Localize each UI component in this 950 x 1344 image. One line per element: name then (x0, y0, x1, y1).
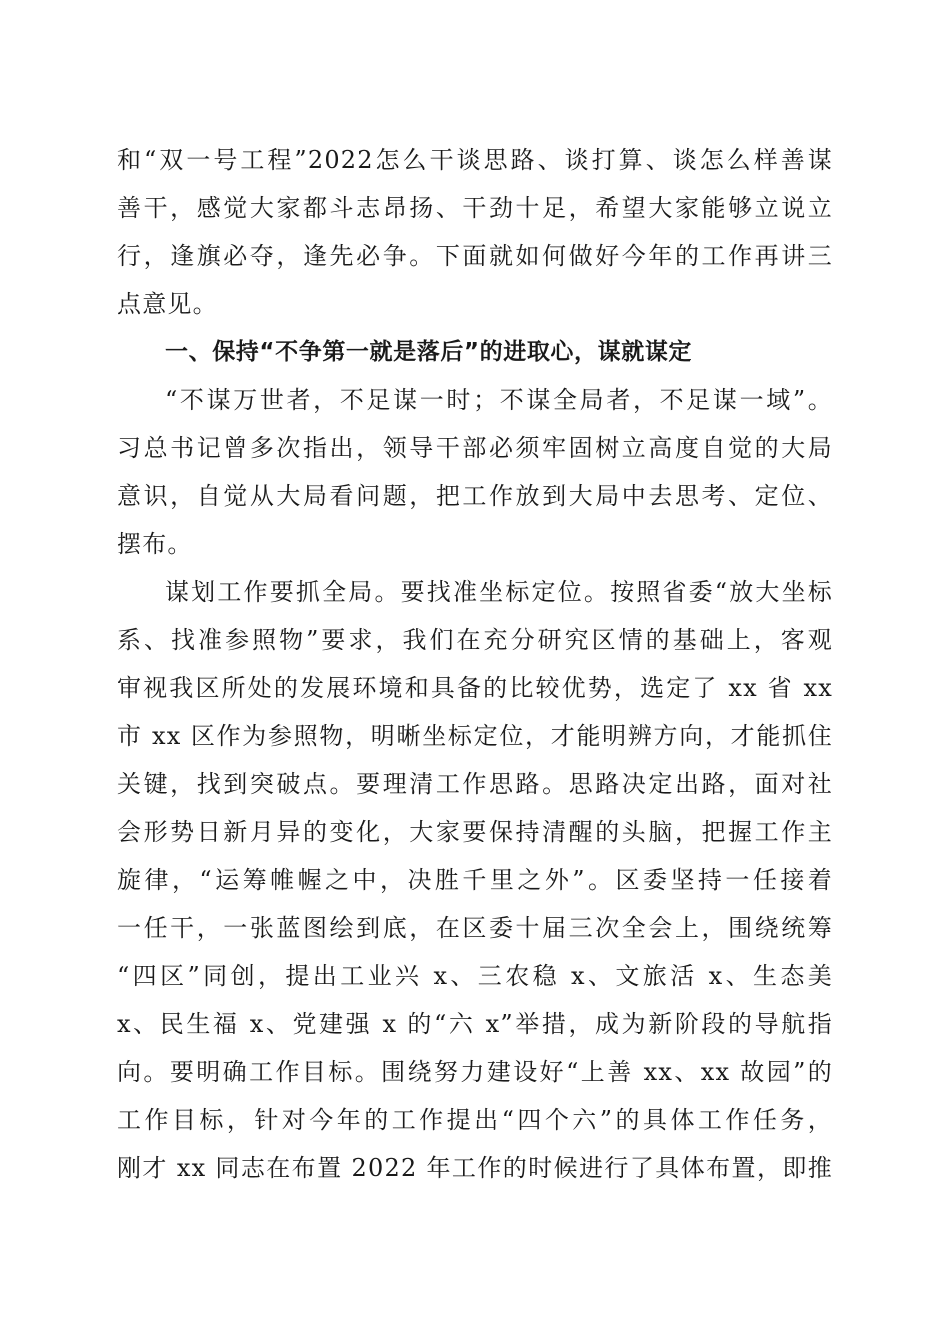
text-line: 善干，感觉大家都斗志昂扬、干劲十足，希望大家能够立说立 (117, 194, 833, 222)
text-line: 市 xx 区作为参照物，明晰坐标定位，才能明辨方向，才能抓住 (117, 722, 833, 750)
text-line: 向。要明确工作目标。围绕努力建设好“上善 xx、xx 故园”的 (117, 1058, 833, 1086)
text-line: 审视我区所处的发展环境和具备的比较优势，选定了 xx 省 xx (117, 674, 833, 702)
text-line: 意识，自觉从大局看问题，把工作放到大局中去思考、定位、 (117, 482, 833, 510)
text-line: 摆布。 (117, 530, 193, 558)
text-line: 旋律，“运筹帷幄之中，决胜千里之外”。区委坚持一任接着 (117, 866, 833, 894)
paragraph-quote (117, 376, 833, 568)
text-line: 点意见。 (117, 290, 218, 318)
text-line: 和“双一号工程”2022怎么干谈思路、谈打算、谈怎么样善谋 (117, 146, 833, 174)
text-line: 系、找准参照物”要求，我们在充分研究区情的基础上，客观 (117, 626, 833, 654)
paragraph-planning (117, 568, 833, 1192)
text-line: 行，逢旗必夺，逢先必争。下面就如何做好今年的工作再讲三 (117, 242, 833, 270)
text-line: 工作目标，针对今年的工作提出“四个六”的具体工作任务， (117, 1106, 833, 1134)
text-line: “四区”同创，提出工业兴 x、三农稳 x、文旅活 x、生态美 (117, 962, 833, 990)
paragraph-intro (117, 136, 833, 328)
document-body (117, 136, 833, 1192)
text-line: 关键，找到突破点。要理清工作思路。思路决定出路，面对社 (117, 770, 833, 798)
text-line: 一任干，一张蓝图绘到底，在区委十届三次全会上，围绕统筹 (117, 914, 833, 942)
section-heading: 一、保持“不争第一就是落后”的进取心，谋就谋定 (165, 339, 693, 365)
text-line: x、民生福 x、党建强 x 的“六 x”举措，成为新阶段的导航指 (117, 1010, 833, 1038)
text-line: “不谋万世者，不足谋一时；不谋全局者，不足谋一域”。 (165, 386, 833, 414)
text-line: 刚才 xx 同志在布置 2022 年工作的时候进行了具体布置，即推 (117, 1154, 833, 1182)
text-line: 习总书记曾多次指出，领导干部必须牢固树立高度自觉的大局 (117, 434, 833, 462)
text-line: 谋划工作要抓全局。要找准坐标定位。按照省委“放大坐标 (165, 578, 833, 606)
text-line: 会形势日新月异的变化，大家要保持清醒的头脑，把握工作主 (117, 818, 833, 846)
